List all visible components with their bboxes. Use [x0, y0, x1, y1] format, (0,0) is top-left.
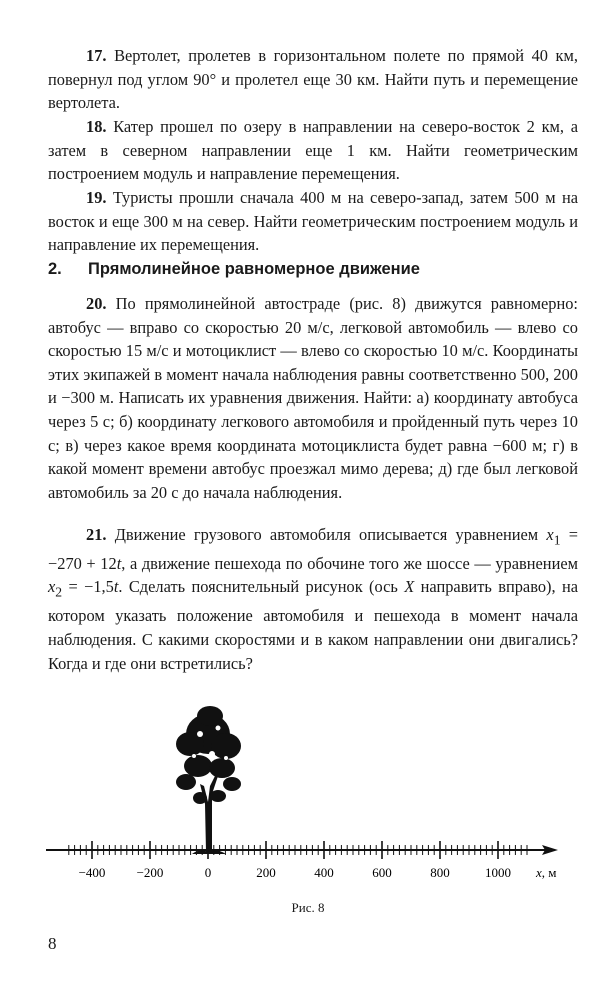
tick-label: 400 — [314, 865, 334, 880]
equation-variable: t — [116, 553, 122, 573]
problem-18 — [48, 115, 578, 186]
tick-label: 0 — [204, 865, 212, 880]
problem-20 — [48, 292, 578, 504]
tick-label: 200 — [256, 865, 276, 880]
section-title: Прямолинейное равномерное движение — [88, 260, 420, 278]
axis-label — [535, 865, 557, 880]
section-heading — [48, 258, 578, 280]
problem-number: 17. — [86, 46, 107, 65]
tick-label: −400 — [78, 865, 106, 880]
problem-text: Туристы прошли сначала 400 м на северо-запад, затем 500 м на восток и еще 300 м на север. Найти геометрическим построением модуль и направление их перемещения. — [48, 188, 578, 255]
tick-label: 1000 — [485, 865, 511, 880]
problem-number: 19. — [86, 188, 107, 207]
problem-text: По прямолинейной автостраде (рис. 8) движутся равномерно: автобус — вправо со скоростью 20 м/с, легковой автомобиль — влево со скоростью 15 м/с и мотоциклист — влево со скоростью 10 м/с. Координаты этих экипажей в момент начала наблюдения равны соответственно 500, 200 и −300 м. Написать их уравнения движения. Найти: а) координату автобуса через 5 с; б) координату легкового автомобиля и пройденный путь через 10 с; в) через какое время координата мотоциклиста будет равна −600 м; г) в какой момент времени автобус проезжал мимо дерева; д) где был легковой автомобиль за 20 с до начала наблюдения. — [48, 294, 578, 502]
equation-part: = −270 + 12 — [48, 525, 578, 573]
problem-number: 21. — [86, 525, 107, 544]
equation-variable: x — [546, 525, 554, 544]
x-axis — [46, 841, 558, 880]
problem-text: . Сделать пояснительный рисунок (ось — [118, 577, 405, 597]
problem-text: Катер прошел по озеру в направлении на северо-восток 2 км, а затем в северном направлении еще 1 км. Найти геометрическим построением модуль и направление перемещения. — [48, 117, 578, 184]
figure-8 — [40, 694, 590, 924]
problem-text: Движение грузового автомобиля описывается уравнением — [114, 525, 547, 544]
problem-text: Вертолет, пролетев в горизонтальном полете по прямой 40 км, повернул под углом 90° и пролетел еще 30 км. Найти путь и перемещение вертолета. — [48, 46, 578, 113]
equation-subscript: 1 — [553, 532, 561, 548]
problem-number: 20. — [86, 294, 107, 313]
problem-19 — [48, 186, 578, 257]
tick-label: 600 — [372, 865, 392, 880]
axis-label-variable: x — [536, 865, 542, 880]
problem-text: , а движение пешехода по обочине того же шоссе — уравнением — [121, 553, 579, 573]
problem-17 — [48, 44, 578, 115]
problem-21 — [48, 523, 578, 675]
tick-label: −200 — [136, 865, 164, 880]
tick-labels — [79, 865, 511, 880]
figure-caption: Рис. 8 — [291, 900, 325, 915]
equation-subscript: 2 — [55, 584, 63, 600]
tree-illustration — [176, 706, 241, 854]
equation-variable: t — [113, 577, 119, 597]
axis-variable: X — [404, 577, 415, 597]
problem-text: направить вправо), на котором указать положение автомобиля и пешехода в момент начала наблюдения. С какими скоростями и в каком направлении они двигались? Когда и где они встретились? — [48, 577, 579, 673]
section-number: 2. — [48, 260, 62, 278]
equation-part: = −1,5 — [62, 577, 114, 597]
equation-variable: x — [48, 577, 56, 597]
axis-label-unit: , м — [541, 865, 557, 880]
tick-label: 800 — [430, 865, 450, 880]
problem-number: 18. — [86, 117, 107, 136]
page-number: 8 — [48, 934, 57, 953]
